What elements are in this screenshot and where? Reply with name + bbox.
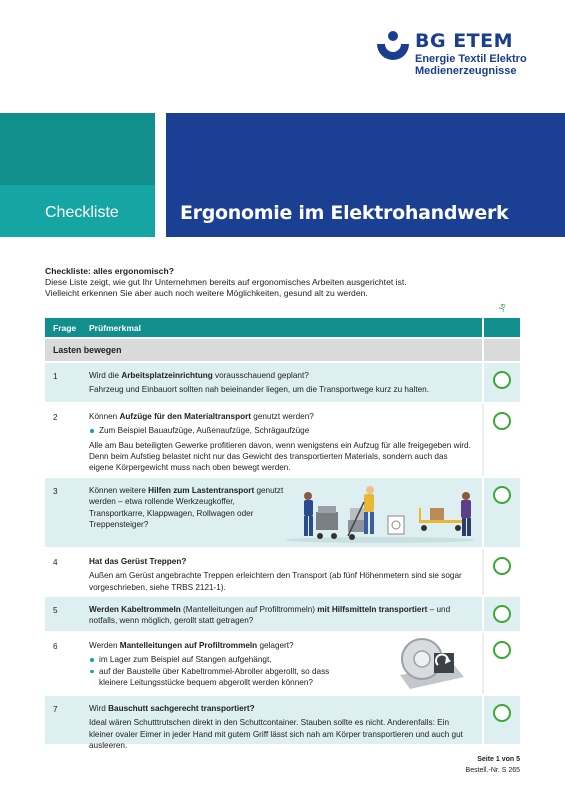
- row-question: Werden Kabeltrommeln (Mantelleitungen auf Profiltrommeln) mit Hilfsmitteln transportiert – und notfalls, wenn möglich, gerollt statt getragen?: [89, 605, 451, 626]
- row-bullets: [89, 654, 349, 688]
- intro-text: [45, 266, 545, 299]
- section-label: Lasten bewegen: [53, 345, 122, 355]
- row-question: Hat das Gerüst Treppen?: [89, 557, 187, 566]
- page-title: Ergonomie im Elektrohandwerk: [180, 202, 509, 224]
- row-content: [89, 404, 482, 476]
- table-row: [45, 633, 520, 694]
- row-explanation: Außen am Gerüst angebrachte Treppen erleichtern den Transport (ab fünf Höhenmetern sind sie sogar vorgeschrieben, siehe TRBS 2121-1).: [89, 571, 462, 592]
- row-explanation: Alle am Bau beteiligten Gewerke profitieren davon, wenn wenigstens ein Aufzug für alle freigegeben wird. Denn beim Aufstieg belastet nicht nur das Gewicht des transportierten Materials, sondern auch das eigene Körpergewicht muss nach oben bewegt werden.: [89, 440, 471, 473]
- row-question: Wird Bauschutt sachgerecht transportiert?: [89, 704, 255, 713]
- intro-line2: Vielleicht erkennen Sie aber auch noch weitere Möglichkeiten, gesund alt zu werden.: [45, 288, 368, 298]
- ja-checkbox[interactable]: [493, 641, 511, 659]
- row-explanation: Fahrzeug und Einbauort sollten nah beieinander liegen, um die Transportwege kurz zu halten.: [89, 385, 429, 395]
- table-row: [45, 404, 520, 476]
- page-footer: [440, 754, 520, 776]
- intro-line1: Diese Liste zeigt, wie gut Ihr Unternehmen bereits auf ergonomisches Arbeiten ausgerichtet ist.: [45, 277, 407, 287]
- bullet-item: im Lager zum Beispiel auf Stangen aufgehängt,: [89, 654, 349, 665]
- row-explanation: Ideal wären Schutttrutschen direkt in den Schuttcontainer. Stauben sollte es nicht. Anderenfalls: Ein kleiner ovaler Eimer in jeder Hand mit gutem Griff lässt sich nah am Körper transportieren und auch gut ausleeren.: [89, 718, 463, 750]
- row-content: [89, 633, 482, 694]
- transport-helpers-illustration: [280, 482, 480, 544]
- intro-heading: Checkliste: alles ergonomisch?: [45, 266, 174, 276]
- cable-drum-unroller-illustration: [394, 635, 466, 693]
- ja-checkbox[interactable]: [493, 371, 511, 389]
- row-number: 4: [53, 558, 58, 567]
- row-question: Können Aufzüge für den Materialtransport genutzt werden?: [89, 412, 314, 421]
- table-row: [45, 478, 520, 547]
- page-number: Seite 1 von 5: [477, 756, 520, 763]
- ja-checkbox[interactable]: [493, 605, 511, 623]
- section-header: [45, 339, 520, 361]
- row-content: [89, 696, 482, 750]
- banner-teal-block-top: [0, 113, 155, 185]
- row-question: Können weitere Hilfen zum Lastentransport genutzt werden – etwa rollende Werkzeugkoffer, Transportkarre, Klappwagen, Rollwagen oder Treppensteiger?: [89, 486, 284, 529]
- logo-mark-icon: [375, 30, 411, 66]
- ja-checkbox[interactable]: [493, 704, 511, 722]
- row-content: [89, 597, 482, 631]
- row-question: Wird die Arbeitsplatzeinrichtung vorausschauend geplant?: [89, 371, 309, 380]
- logo-subtitle-line2: Medienerzeugnisse: [415, 65, 517, 77]
- row-number: 1: [53, 372, 58, 381]
- column-header-pruefmerkmal: Prüfmerkmal: [89, 323, 141, 333]
- banner-label: Checkliste: [45, 204, 119, 221]
- row-bullets: [89, 425, 474, 436]
- ja-checkbox[interactable]: [493, 486, 511, 504]
- ja-checkbox[interactable]: [493, 557, 511, 575]
- row-question: Werden Mantelleitungen auf Profiltrommeln gelagert?: [89, 641, 294, 650]
- column-header-check: [482, 318, 520, 337]
- row-number: 3: [53, 487, 58, 496]
- bullet-item: Zum Beispiel Bauaufzüge, Außenaufzüge, Schrägaufzüge: [89, 425, 474, 436]
- table-header: [45, 318, 520, 337]
- row-content: [89, 363, 482, 402]
- logo-subtitle: [415, 53, 555, 77]
- column-header-ja: Ja: [496, 302, 508, 313]
- table-row: [45, 597, 520, 631]
- ja-checkbox[interactable]: [493, 412, 511, 430]
- column-header-frage: Frage: [53, 323, 77, 333]
- order-number: Bestell.-Nr. S 265: [465, 767, 520, 774]
- row-number: 6: [53, 642, 58, 651]
- table-row: [45, 549, 520, 595]
- row-number: 5: [53, 606, 58, 615]
- bg-etem-logo: [375, 28, 555, 88]
- table-row: [45, 696, 520, 750]
- row-number: 2: [53, 413, 58, 422]
- row-number: 7: [53, 705, 58, 714]
- logo-title: BG ETEM: [415, 30, 514, 52]
- row-content: [89, 478, 482, 547]
- bullet-item: auf der Baustelle über Kabeltrommel-Abroller abgerollt, so dass kleinere Leitungsstücke bequem abgerollt werden können?: [89, 666, 349, 689]
- row-content: [89, 549, 482, 595]
- logo-subtitle-line1: Energie Textil Elektro: [415, 53, 527, 65]
- table-row: [45, 363, 520, 402]
- checklist-table: [45, 318, 520, 750]
